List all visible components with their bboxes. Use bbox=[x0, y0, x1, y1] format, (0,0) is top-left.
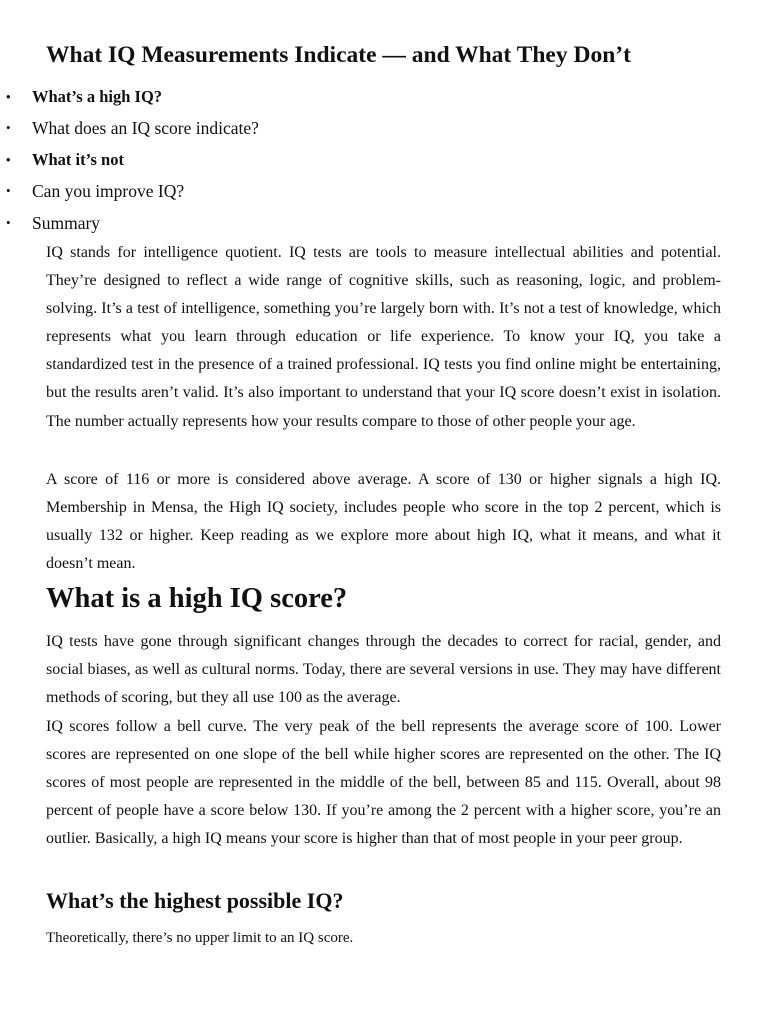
subsection-heading-highest-iq: What’s the highest possible IQ? bbox=[46, 888, 344, 913]
toc-item-label: What’s a high IQ? bbox=[32, 87, 163, 106]
upper-limit-paragraph: Theoretically, there’s no upper limit to an IQ score. bbox=[46, 930, 354, 946]
toc-item-label: What it’s not bbox=[32, 149, 124, 169]
table-of-contents bbox=[0, 84, 259, 241]
toc-item-label: Summary bbox=[32, 212, 101, 233]
section-heading-high-iq: What is a high IQ score? bbox=[46, 583, 348, 614]
bullet-icon: • bbox=[6, 183, 11, 199]
bullet-icon: • bbox=[6, 151, 11, 167]
score-paragraph: A score of 116 or more is considered above average. A score of 130 or higher signals a high IQ. Membership in Mensa, the High IQ society, includes people who score in the top 2 percent, which is usually 132 or higher. Keep reading as we explore more about high IQ, what it means, and what it doesn’t mean. bbox=[46, 471, 721, 573]
document-title: What IQ Measurements Indicate — and What They Don’t bbox=[46, 42, 631, 68]
toc-item-improve-iq[interactable] bbox=[0, 178, 259, 209]
bell-curve-paragraph: IQ scores follow a bell curve. The very peak of the bell represents the average score of 100. Lower scores are represented on one slope of the bell while higher scores are represented on the other. The IQ scores of most people are represented in the middle of the bell, between 85 and 115. Overall, about 98 percent of people have a score below 130. If you’re among the 2 percent with a higher score, you’re an outlier. Basically, a high IQ means your score is higher than that of most people in your peer group. bbox=[46, 718, 721, 848]
bullet-icon: • bbox=[6, 120, 11, 136]
intro-paragraph: IQ stands for intelligence quotient. IQ tests are tools to measure intellectual abilities and potential. They’re designed to reflect a wide range of cognitive skills, such as reasoning, logic, and problem-solving. It’s a test of intelligence, something you’re largely born with. It’s not a test of knowledge, which represents what you learn through education or life experience. To know your IQ, you take a standardized test in the presence of a trained professional. IQ tests you find online might be entertaining, but the results aren’t valid. It’s also important to understand that your IQ score doesn’t exist in isolation. The number actually represents how your results compare to those of other people your age. bbox=[46, 244, 721, 430]
toc-item-high-iq[interactable] bbox=[0, 84, 259, 115]
toc-item-label: What does an IQ score indicate? bbox=[32, 118, 259, 139]
history-paragraph: IQ tests have gone through significant changes through the decades to correct for racial, gender, and social biases, as well as cultural norms. Today, there are several versions in use. They may have different methods of scoring, but they all use 100 as the average. bbox=[46, 633, 721, 707]
bullet-icon: • bbox=[6, 214, 11, 230]
bullet-icon: • bbox=[6, 89, 11, 104]
toc-item-summary[interactable] bbox=[0, 210, 259, 241]
toc-item-score-indicate[interactable] bbox=[0, 115, 259, 146]
toc-item-label: Can you improve IQ? bbox=[32, 181, 185, 202]
toc-item-what-its-not[interactable] bbox=[0, 147, 259, 178]
